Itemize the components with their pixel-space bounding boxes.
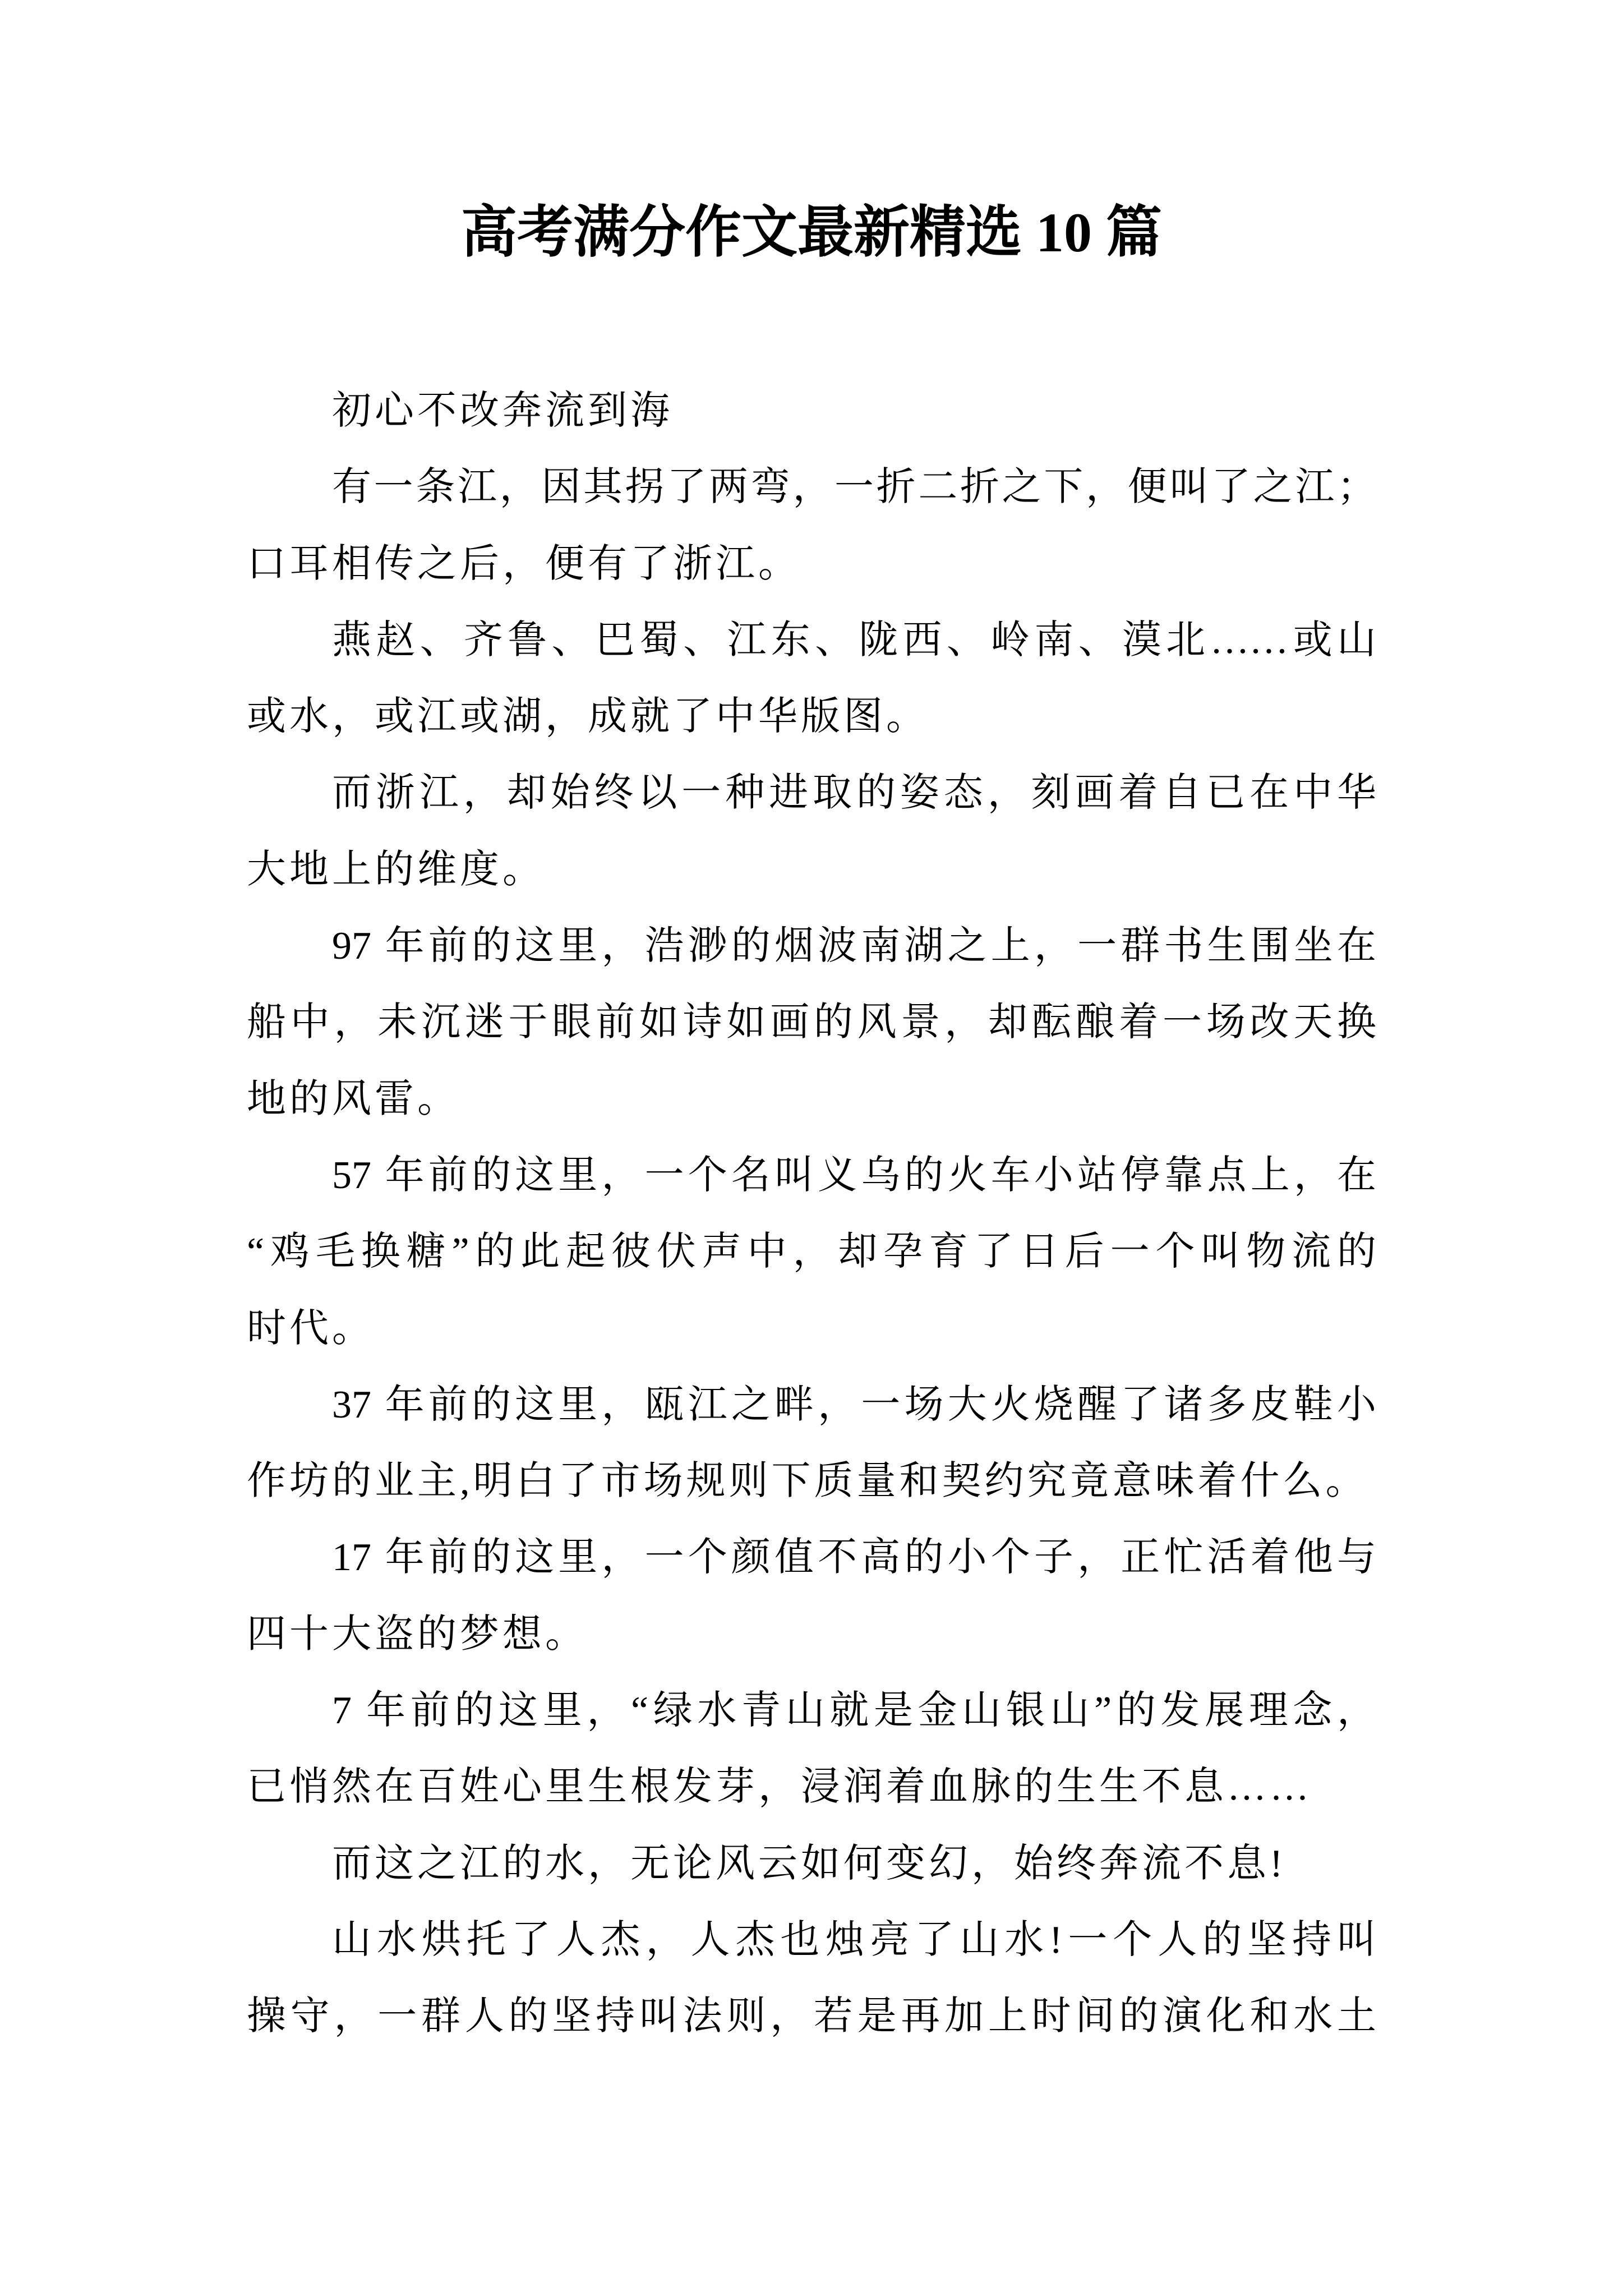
essay-line: 或水，或江或湖，成就了中华版图。 [247,695,929,739]
essay-line: 作坊的业主,明白了市场规则下质量和契约究竟意味着什么。 [247,1460,1368,1503]
essay-line: 操守，一群人的坚持叫法则，若是再加上时间的演化和水土 [247,1995,1376,2039]
essay-line: 时代。 [247,1306,375,1350]
essay-line: 燕赵、齐鲁、巴蜀、江东、陇西、岭南、漠北……或山 [332,618,1376,662]
essay-line: 而这之江的水，无论风云如何变幻，始终奔流不息! [332,1842,1287,1885]
essay-line: “鸡毛换糖”的此起彼伏声中，却孕育了日后一个叫物流的 [247,1230,1376,1274]
essay-line: 有一条江，因其拐了两弯，一折二折之下，便叫了之江； [332,466,1376,509]
essay-line: 37 年前的这里，瓯江之畔，一场大火烧醒了诸多皮鞋小 [332,1383,1376,1427]
essay-line: 大地上的维度。 [247,848,545,891]
essay-line: 7 年前的这里，“绿水青山就是金山银山”的发展理念， [332,1689,1376,1733]
essay-line: 已悄然在百姓心里生根发芽，浸润着血脉的生生不息…… [247,1765,1312,1809]
essay-line: 四十大盗的梦想。 [247,1612,588,1656]
essay-line: 97 年前的这里，浩渺的烟波南湖之上，一群书生围坐在 [332,924,1376,968]
essay-line: 地的风雷。 [247,1077,460,1121]
essay-line: 17 年前的这里，一个颜值不高的小个子，正忙活着他与 [332,1536,1376,1580]
essay-line: 初心不改奔流到海 [332,389,673,432]
essay-line: 而浙江，却始终以一种进取的姿态，刻画着自已在中华 [332,771,1376,815]
document-title: 高考满分作文最新精选 10 篇 [461,201,1162,264]
essay-body [247,373,1376,2055]
essay-line: 57 年前的这里，一个名叫义乌的火车小站停靠点上，在 [332,1153,1376,1197]
essay-line: 船中，未沉迷于眼前如诗如画的风景，却酝酿着一场改天换 [247,1001,1376,1045]
essay-line: 山水烘托了人杰，人杰也烛亮了山水!一个人的坚持叫 [332,1918,1376,1962]
essay-line: 口耳相传之后，便有了浙江。 [247,542,801,586]
